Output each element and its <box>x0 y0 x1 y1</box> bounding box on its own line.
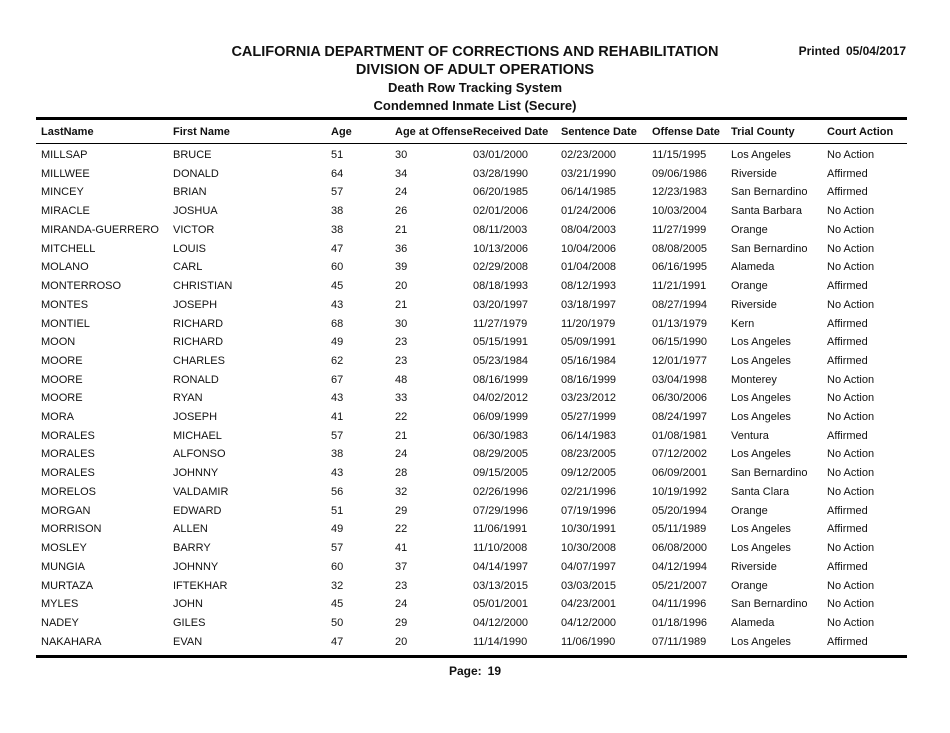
cell-offense-date: 06/08/2000 <box>652 542 708 554</box>
cell-age: 64 <box>331 168 344 180</box>
cell-age-at-offense: 21 <box>395 299 408 311</box>
cell-age: 47 <box>331 636 344 648</box>
cell-age: 38 <box>331 205 344 217</box>
cell-firstname: DONALD <box>173 168 219 180</box>
cell-lastname: MOORE <box>41 374 83 386</box>
cell-trial-county: Los Angeles <box>731 149 791 161</box>
cell-offense-date: 07/12/2002 <box>652 448 708 460</box>
cell-sentence-date: 09/12/2005 <box>561 467 617 479</box>
cell-court-action: No Action <box>827 149 875 161</box>
cell-lastname: NAKAHARA <box>41 636 102 648</box>
cell-sentence-date: 04/07/1997 <box>561 561 617 573</box>
cell-court-action: Affirmed <box>827 355 868 367</box>
col-header-offense-date: Offense Date <box>652 126 720 138</box>
cell-court-action: Affirmed <box>827 523 868 535</box>
cell-firstname: JOHN <box>173 598 203 610</box>
cell-sentence-date: 10/30/1991 <box>561 523 617 535</box>
cell-sentence-date: 03/18/1997 <box>561 299 617 311</box>
cell-age-at-offense: 23 <box>395 336 408 348</box>
table-row <box>0 224 950 243</box>
report-title-system: Death Row Tracking System <box>387 80 563 95</box>
cell-firstname: LOUIS <box>173 243 207 255</box>
cell-age: 57 <box>331 186 344 198</box>
printed-label: Printed <box>798 44 840 58</box>
cell-age-at-offense: 41 <box>395 542 408 554</box>
cell-sentence-date: 05/16/1984 <box>561 355 617 367</box>
cell-received-date: 04/14/1997 <box>473 561 529 573</box>
table-row <box>0 168 950 187</box>
cell-offense-date: 06/16/1995 <box>652 261 708 273</box>
cell-received-date: 08/16/1999 <box>473 374 529 386</box>
cell-firstname: BARRY <box>173 542 211 554</box>
cell-court-action: No Action <box>827 580 875 592</box>
cell-received-date: 02/26/1996 <box>473 486 529 498</box>
cell-court-action: No Action <box>827 224 875 236</box>
cell-received-date: 09/15/2005 <box>473 467 529 479</box>
cell-received-date: 06/09/1999 <box>473 411 529 423</box>
cell-sentence-date: 11/20/1979 <box>561 318 616 330</box>
cell-lastname: MIRACLE <box>41 205 90 217</box>
cell-lastname: MORALES <box>41 448 95 460</box>
table-row <box>0 561 950 580</box>
cell-firstname: GILES <box>173 617 206 629</box>
cell-lastname: MORALES <box>41 430 95 442</box>
cell-sentence-date: 07/19/1996 <box>561 505 617 517</box>
cell-received-date: 04/02/2012 <box>473 392 529 404</box>
cell-trial-county: Orange <box>731 224 768 236</box>
cell-sentence-date: 10/04/2006 <box>561 243 617 255</box>
cell-offense-date: 05/20/1994 <box>652 505 708 517</box>
cell-age-at-offense: 26 <box>395 205 408 217</box>
cell-court-action: Affirmed <box>827 430 868 442</box>
cell-court-action: Affirmed <box>827 561 868 573</box>
cell-firstname: BRIAN <box>173 186 207 198</box>
cell-trial-county: Alameda <box>731 261 775 273</box>
cell-lastname: MILLSAP <box>41 149 88 161</box>
cell-age: 57 <box>331 430 344 442</box>
report-title-agency: CALIFORNIA DEPARTMENT OF CORRECTIONS AND REHABILITATION <box>231 44 719 60</box>
cell-offense-date: 01/13/1979 <box>652 318 708 330</box>
header-rule <box>36 143 907 144</box>
cell-age: 51 <box>331 505 344 517</box>
col-header-lastname: LastName <box>41 126 94 138</box>
table-row <box>0 636 950 655</box>
table-row <box>0 542 950 561</box>
cell-age-at-offense: 24 <box>395 186 408 198</box>
cell-age-at-offense: 48 <box>395 374 408 386</box>
cell-court-action: No Action <box>827 467 875 479</box>
cell-age: 38 <box>331 224 344 236</box>
cell-court-action: No Action <box>827 299 875 311</box>
cell-firstname: EVAN <box>173 636 203 648</box>
cell-received-date: 11/14/1990 <box>473 636 528 648</box>
cell-sentence-date: 08/04/2003 <box>561 224 617 236</box>
cell-sentence-date: 01/04/2008 <box>561 261 617 273</box>
cell-trial-county: Los Angeles <box>731 636 791 648</box>
cell-firstname: VALDAMIR <box>173 486 229 498</box>
table-row <box>0 392 950 411</box>
cell-offense-date: 08/08/2005 <box>652 243 708 255</box>
report-title-list: Condemned Inmate List (Secure) <box>373 98 577 113</box>
cell-lastname: MORGAN <box>41 505 91 517</box>
cell-age-at-offense: 24 <box>395 448 408 460</box>
cell-court-action: No Action <box>827 374 875 386</box>
cell-court-action: Affirmed <box>827 280 868 292</box>
cell-offense-date: 06/15/1990 <box>652 336 708 348</box>
cell-trial-county: Los Angeles <box>731 542 791 554</box>
cell-age: 68 <box>331 318 344 330</box>
table-row <box>0 580 950 599</box>
cell-sentence-date: 06/14/1983 <box>561 430 617 442</box>
cell-received-date: 05/01/2001 <box>473 598 529 610</box>
cell-court-action: No Action <box>827 243 875 255</box>
cell-age-at-offense: 34 <box>395 168 408 180</box>
cell-offense-date: 11/27/1999 <box>652 224 707 236</box>
table-row <box>0 448 950 467</box>
cell-trial-county: San Bernardino <box>731 186 808 198</box>
cell-lastname: MOON <box>41 336 76 348</box>
cell-trial-county: Riverside <box>731 561 777 573</box>
cell-received-date: 08/18/1993 <box>473 280 529 292</box>
cell-sentence-date: 02/21/1996 <box>561 486 617 498</box>
cell-firstname: JOSEPH <box>173 299 218 311</box>
cell-age-at-offense: 23 <box>395 355 408 367</box>
page-number: 19 <box>487 664 502 678</box>
cell-sentence-date: 02/23/2000 <box>561 149 617 161</box>
cell-sentence-date: 04/23/2001 <box>561 598 617 610</box>
page-footer <box>0 664 950 678</box>
cell-age: 67 <box>331 374 344 386</box>
table-row <box>0 430 950 449</box>
cell-trial-county: Los Angeles <box>731 336 791 348</box>
cell-received-date: 10/13/2006 <box>473 243 529 255</box>
table-row <box>0 186 950 205</box>
cell-firstname: RYAN <box>173 392 203 404</box>
cell-age: 45 <box>331 280 344 292</box>
printed-stamp <box>799 44 906 58</box>
cell-court-action: No Action <box>827 598 875 610</box>
cell-offense-date: 01/18/1996 <box>652 617 708 629</box>
cell-age-at-offense: 30 <box>395 149 408 161</box>
table-row <box>0 486 950 505</box>
cell-firstname: RICHARD <box>173 336 224 348</box>
cell-age: 45 <box>331 598 344 610</box>
cell-offense-date: 10/03/2004 <box>652 205 708 217</box>
cell-lastname: MONTES <box>41 299 89 311</box>
page-label: Page: <box>448 664 482 678</box>
cell-age: 60 <box>331 261 344 273</box>
table-row <box>0 205 950 224</box>
bottom-rule <box>36 655 907 658</box>
cell-lastname: MIRANDA-GUERRERO <box>41 224 159 236</box>
cell-trial-county: San Bernardino <box>731 598 808 610</box>
cell-age-at-offense: 23 <box>395 580 408 592</box>
cell-age-at-offense: 33 <box>395 392 408 404</box>
cell-sentence-date: 04/12/2000 <box>561 617 617 629</box>
cell-court-action: No Action <box>827 486 875 498</box>
cell-trial-county: San Bernardino <box>731 467 808 479</box>
col-header-age: Age <box>331 126 352 138</box>
cell-firstname: MICHAEL <box>173 430 222 442</box>
cell-lastname: MUNGIA <box>41 561 85 573</box>
cell-sentence-date: 03/23/2012 <box>561 392 617 404</box>
col-header-trial-county: Trial County <box>731 126 795 138</box>
cell-court-action: No Action <box>827 392 875 404</box>
cell-court-action: Affirmed <box>827 186 868 198</box>
cell-lastname: MONTERROSO <box>41 280 122 292</box>
cell-firstname: VICTOR <box>173 224 215 236</box>
cell-received-date: 03/13/2015 <box>473 580 529 592</box>
cell-received-date: 08/11/2003 <box>473 224 528 236</box>
table-row <box>0 355 950 374</box>
cell-lastname: MOORE <box>41 355 83 367</box>
cell-offense-date: 05/21/2007 <box>652 580 708 592</box>
cell-age-at-offense: 37 <box>395 561 408 573</box>
cell-age-at-offense: 20 <box>395 280 408 292</box>
cell-received-date: 11/10/2008 <box>473 542 528 554</box>
table-row <box>0 149 950 168</box>
cell-received-date: 11/27/1979 <box>473 318 528 330</box>
cell-trial-county: Kern <box>731 318 755 330</box>
col-header-firstname: First Name <box>173 126 230 138</box>
cell-age: 62 <box>331 355 344 367</box>
table-row <box>0 523 950 542</box>
cell-trial-county: Monterey <box>731 374 777 386</box>
cell-age: 32 <box>331 580 344 592</box>
cell-trial-county: Los Angeles <box>731 448 791 460</box>
cell-trial-county: Los Angeles <box>731 411 791 423</box>
cell-offense-date: 03/04/1998 <box>652 374 708 386</box>
cell-lastname: MYLES <box>41 598 79 610</box>
col-header-sentence-date: Sentence Date <box>561 126 637 138</box>
cell-firstname: ALLEN <box>173 523 208 535</box>
cell-lastname: MINCEY <box>41 186 84 198</box>
cell-trial-county: Los Angeles <box>731 523 791 535</box>
cell-court-action: No Action <box>827 261 875 273</box>
cell-trial-county: Alameda <box>731 617 775 629</box>
cell-age-at-offense: 21 <box>395 430 408 442</box>
col-header-court-action: Court Action <box>827 126 894 138</box>
cell-court-action: Affirmed <box>827 168 868 180</box>
cell-offense-date: 04/12/1994 <box>652 561 708 573</box>
cell-court-action: No Action <box>827 542 875 554</box>
cell-lastname: MURTAZA <box>41 580 94 592</box>
cell-age: 43 <box>331 299 344 311</box>
cell-trial-county: Los Angeles <box>731 392 791 404</box>
cell-age: 57 <box>331 542 344 554</box>
printed-date: 05/04/2017 <box>845 44 906 58</box>
cell-offense-date: 11/21/1991 <box>652 280 707 292</box>
cell-firstname: ALFONSO <box>173 448 226 460</box>
cell-age: 38 <box>331 448 344 460</box>
cell-received-date: 11/06/1991 <box>473 523 528 535</box>
cell-court-action: No Action <box>827 448 875 460</box>
cell-lastname: MOSLEY <box>41 542 87 554</box>
table-row <box>0 411 950 430</box>
cell-sentence-date: 08/16/1999 <box>561 374 617 386</box>
cell-offense-date: 11/15/1995 <box>652 149 707 161</box>
cell-firstname: JOSEPH <box>173 411 218 423</box>
cell-lastname: MONTIEL <box>41 318 90 330</box>
cell-age-at-offense: 22 <box>395 523 408 535</box>
cell-offense-date: 12/01/1977 <box>652 355 708 367</box>
cell-sentence-date: 10/30/2008 <box>561 542 617 554</box>
cell-received-date: 02/01/2006 <box>473 205 529 217</box>
cell-firstname: CHARLES <box>173 355 225 367</box>
cell-trial-county: Orange <box>731 280 768 292</box>
cell-age: 43 <box>331 467 344 479</box>
cell-sentence-date: 05/27/1999 <box>561 411 617 423</box>
cell-lastname: MILLWEE <box>41 168 90 180</box>
cell-firstname: CARL <box>173 261 203 273</box>
table-row <box>0 374 950 393</box>
table-row <box>0 467 950 486</box>
cell-age-at-offense: 29 <box>395 617 408 629</box>
cell-court-action: No Action <box>827 205 875 217</box>
table-row <box>0 336 950 355</box>
cell-lastname: MORRISON <box>41 523 102 535</box>
cell-age: 56 <box>331 486 344 498</box>
cell-firstname: RONALD <box>173 374 219 386</box>
cell-trial-county: Santa Clara <box>731 486 790 498</box>
cell-firstname: BRUCE <box>173 149 212 161</box>
cell-age-at-offense: 21 <box>395 224 408 236</box>
cell-sentence-date: 03/03/2015 <box>561 580 617 592</box>
cell-trial-county: Riverside <box>731 168 777 180</box>
cell-received-date: 04/12/2000 <box>473 617 529 629</box>
cell-sentence-date: 01/24/2006 <box>561 205 617 217</box>
cell-lastname: NADEY <box>41 617 79 629</box>
cell-trial-county: Orange <box>731 505 768 517</box>
cell-lastname: MOORE <box>41 392 83 404</box>
cell-received-date: 02/29/2008 <box>473 261 529 273</box>
cell-received-date: 06/30/1983 <box>473 430 529 442</box>
cell-age: 51 <box>331 149 344 161</box>
cell-offense-date: 04/11/1996 <box>652 598 707 610</box>
cell-sentence-date: 08/23/2005 <box>561 448 617 460</box>
cell-received-date: 06/20/1985 <box>473 186 529 198</box>
cell-received-date: 05/15/1991 <box>473 336 529 348</box>
cell-trial-county: Los Angeles <box>731 355 791 367</box>
cell-age-at-offense: 32 <box>395 486 408 498</box>
table-row <box>0 598 950 617</box>
cell-trial-county: Ventura <box>731 430 769 442</box>
cell-sentence-date: 11/06/1990 <box>561 636 616 648</box>
cell-trial-county: San Bernardino <box>731 243 808 255</box>
cell-age: 49 <box>331 336 344 348</box>
cell-firstname: IFTEKHAR <box>173 580 228 592</box>
cell-lastname: MORA <box>41 411 74 423</box>
cell-lastname: MORELOS <box>41 486 97 498</box>
cell-offense-date: 10/19/1992 <box>652 486 708 498</box>
cell-sentence-date: 05/09/1991 <box>561 336 617 348</box>
cell-trial-county: Orange <box>731 580 768 592</box>
cell-age: 41 <box>331 411 344 423</box>
table-row <box>0 318 950 337</box>
cell-lastname: MORALES <box>41 467 95 479</box>
cell-age: 43 <box>331 392 344 404</box>
col-header-age-at-offense: Age at Offense <box>395 126 473 138</box>
cell-sentence-date: 06/14/1985 <box>561 186 617 198</box>
cell-offense-date: 08/24/1997 <box>652 411 708 423</box>
top-rule <box>36 117 907 120</box>
cell-age-at-offense: 24 <box>395 598 408 610</box>
cell-firstname: JOSHUA <box>173 205 218 217</box>
cell-court-action: Affirmed <box>827 505 868 517</box>
cell-firstname: EDWARD <box>173 505 222 517</box>
cell-firstname: RICHARD <box>173 318 224 330</box>
cell-received-date: 03/28/1990 <box>473 168 529 180</box>
cell-court-action: Affirmed <box>827 318 868 330</box>
cell-offense-date: 07/11/1989 <box>652 636 707 648</box>
cell-received-date: 07/29/1996 <box>473 505 529 517</box>
cell-received-date: 08/29/2005 <box>473 448 529 460</box>
cell-age: 50 <box>331 617 344 629</box>
cell-received-date: 03/01/2000 <box>473 149 529 161</box>
table-row <box>0 243 950 262</box>
cell-court-action: Affirmed <box>827 636 868 648</box>
cell-age-at-offense: 22 <box>395 411 408 423</box>
cell-lastname: MOLANO <box>41 261 89 273</box>
cell-age-at-offense: 20 <box>395 636 408 648</box>
cell-court-action: Affirmed <box>827 336 868 348</box>
table-row <box>0 261 950 280</box>
cell-lastname: MITCHELL <box>41 243 96 255</box>
cell-firstname: CHRISTIAN <box>173 280 233 292</box>
cell-offense-date: 01/08/1981 <box>652 430 708 442</box>
table-row <box>0 505 950 524</box>
cell-received-date: 03/20/1997 <box>473 299 529 311</box>
col-header-received-date: Received Date <box>473 126 549 138</box>
cell-age-at-offense: 28 <box>395 467 408 479</box>
cell-trial-county: Santa Barbara <box>731 205 802 217</box>
table-row <box>0 280 950 299</box>
cell-age: 60 <box>331 561 344 573</box>
cell-firstname: JOHNNY <box>173 467 219 479</box>
cell-trial-county: Riverside <box>731 299 777 311</box>
cell-sentence-date: 08/12/1993 <box>561 280 617 292</box>
cell-offense-date: 08/27/1994 <box>652 299 708 311</box>
table-row <box>0 617 950 636</box>
cell-offense-date: 09/06/1986 <box>652 168 708 180</box>
cell-offense-date: 06/30/2006 <box>652 392 708 404</box>
cell-firstname: JOHNNY <box>173 561 219 573</box>
cell-offense-date: 06/09/2001 <box>652 467 708 479</box>
cell-age: 47 <box>331 243 344 255</box>
cell-sentence-date: 03/21/1990 <box>561 168 617 180</box>
cell-age-at-offense: 29 <box>395 505 408 517</box>
cell-age-at-offense: 30 <box>395 318 408 330</box>
cell-age-at-offense: 39 <box>395 261 408 273</box>
cell-offense-date: 05/11/1989 <box>652 523 707 535</box>
cell-received-date: 05/23/1984 <box>473 355 529 367</box>
cell-age-at-offense: 36 <box>395 243 408 255</box>
cell-court-action: No Action <box>827 617 875 629</box>
report-title-division: DIVISION OF ADULT OPERATIONS <box>355 62 595 78</box>
table-row <box>0 299 950 318</box>
cell-offense-date: 12/23/1983 <box>652 186 708 198</box>
cell-court-action: No Action <box>827 411 875 423</box>
cell-age: 49 <box>331 523 344 535</box>
